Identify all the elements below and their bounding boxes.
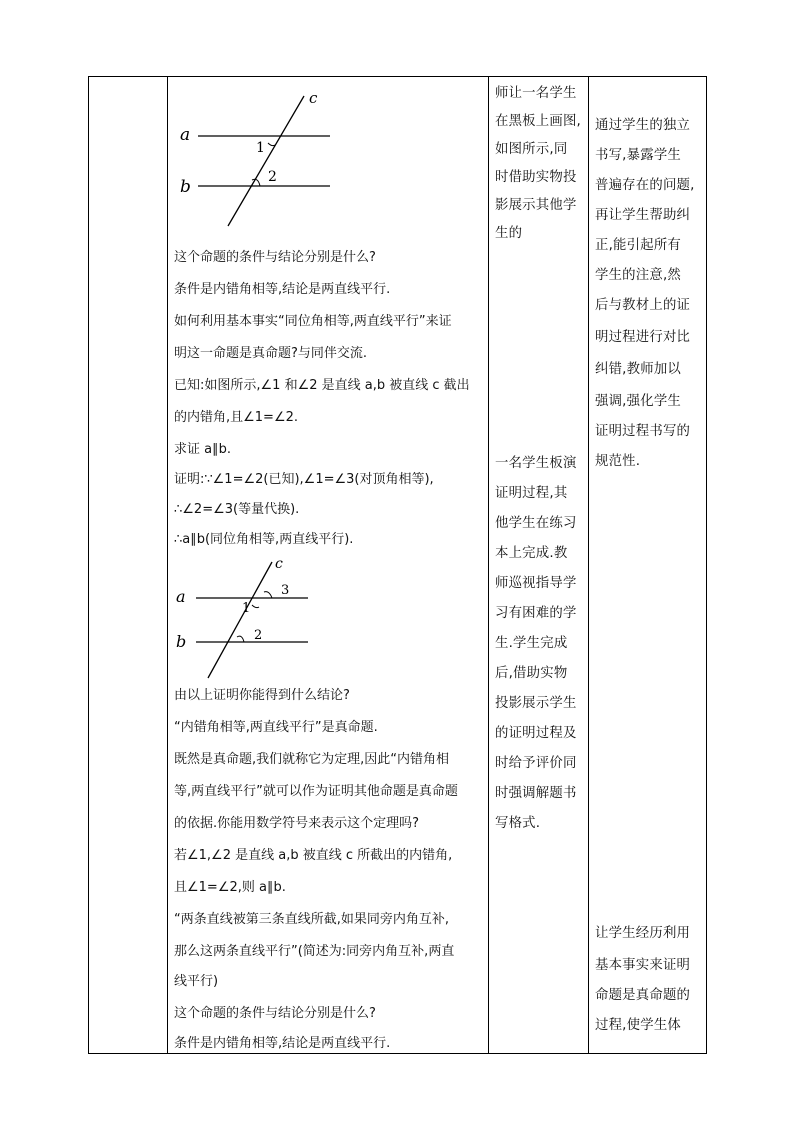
- content-line: 的依据.你能用数学符号来表示这个定理吗?: [174, 816, 420, 831]
- content-line: 且∠1=∠2,则 a∥b.: [174, 880, 286, 895]
- intent-line: 后与教材上的证: [595, 298, 691, 313]
- content-line: 等,两直线平行”就可以作为证明其他命题是真命题: [174, 784, 458, 799]
- teacher-line: 时强调解题书: [495, 786, 577, 801]
- teacher-line: 证明过程,其: [495, 486, 568, 501]
- intent-line: 普遍存在的问题,: [595, 178, 695, 193]
- label-line-a: a: [176, 587, 186, 606]
- intent-line: 明过程进行对比: [595, 330, 691, 345]
- intent-line: 强调,强化学生: [595, 394, 681, 409]
- table-bottom-border: [88, 1053, 707, 1054]
- intent-line: 基本事实来证明: [595, 958, 691, 973]
- intent-line: 书写,暴露学生: [595, 148, 681, 163]
- label-angle-1: 1: [256, 140, 265, 156]
- label-angle-2: 2: [254, 628, 263, 643]
- teacher-line: 在黑板上画图,: [495, 114, 581, 129]
- content-line: 线平行): [174, 974, 219, 989]
- teacher-line: 时借助实物投: [495, 170, 577, 185]
- column-divider-1: [167, 76, 168, 1054]
- teacher-line: 一名学生板演: [495, 456, 577, 471]
- content-line: 证明:∵∠1=∠2(已知),∠1=∠3(对顶角相等),: [174, 472, 434, 487]
- content-line: ∴∠2=∠3(等量代换).: [174, 502, 300, 517]
- label-line-a: a: [180, 125, 191, 145]
- content-line: 已知:如图所示,∠1 和∠2 是直线 a,b 被直线 c 截出: [174, 378, 470, 393]
- teacher-line: 习有困难的学: [495, 606, 577, 621]
- content-line: 这个命题的条件与结论分别是什么?: [174, 250, 376, 265]
- label-angle-2: 2: [268, 169, 277, 185]
- teacher-line: 师让一名学生: [495, 86, 577, 101]
- teacher-line: 本上完成.教: [495, 546, 568, 561]
- figure-parallel-lines-2: [174, 554, 354, 684]
- content-line: 那么这两条直线平行”(简述为:同旁内角互补,两直: [174, 944, 455, 959]
- content-line: 条件是内错角相等,结论是两直线平行.: [174, 282, 391, 297]
- content-line: 条件是内错角相等,结论是两直线平行.: [174, 1036, 391, 1051]
- label-line-c: c: [275, 556, 283, 572]
- intent-line: 通过学生的独立: [595, 118, 691, 133]
- teacher-line: 生的: [495, 226, 523, 241]
- content-line: ∴a∥b(同位角相等,两直线平行).: [174, 532, 354, 547]
- intent-line: 纠错,教师加以: [595, 362, 681, 377]
- teacher-line: 影展示其他学: [495, 198, 577, 213]
- label-angle-1: 1: [242, 601, 251, 616]
- label-angle-3: 3: [281, 583, 290, 598]
- content-line: 由以上证明你能得到什么结论?: [174, 688, 350, 703]
- intent-line: 再让学生帮助纠: [595, 208, 691, 223]
- figure-parallel-lines-1: [174, 86, 354, 234]
- table-left-border: [88, 76, 89, 1054]
- table-top-border: [88, 76, 707, 77]
- content-line: 这个命题的条件与结论分别是什么?: [174, 1006, 376, 1021]
- content-line: 求证 a∥b.: [174, 442, 231, 457]
- content-line: “两条直线被第三条直线所截,如果同旁内角互补,: [174, 912, 449, 927]
- column-divider-2: [488, 76, 489, 1054]
- content-line: 若∠1,∠2 是直线 a,b 被直线 c 所截出的内错角,: [174, 848, 453, 863]
- label-line-c: c: [309, 89, 318, 107]
- content-line: 的内错角,且∠1=∠2.: [174, 410, 299, 425]
- intent-line: 过程,使学生体: [595, 1018, 681, 1033]
- label-line-b: b: [176, 632, 187, 651]
- teacher-line: 师巡视指导学: [495, 576, 577, 591]
- column-divider-3: [588, 76, 589, 1054]
- teacher-line: 后,借助实物: [495, 666, 568, 681]
- teacher-line: 如图所示,同: [495, 142, 568, 157]
- table-right-border: [706, 76, 707, 1054]
- intent-line: 证明过程书写的: [595, 424, 691, 439]
- intent-line: 让学生经历利用: [595, 926, 691, 941]
- teacher-line: 写格式.: [495, 816, 541, 831]
- content-line: 如何利用基本事实“同位角相等,两直线平行”来证: [174, 314, 452, 329]
- content-line: 既然是真命题,我们就称它为定理,因此“内错角相: [174, 752, 449, 767]
- label-line-b: b: [180, 177, 191, 197]
- teacher-line: 投影展示学生: [495, 696, 577, 711]
- intent-line: 规范性.: [595, 454, 641, 469]
- teacher-line: 他学生在练习: [495, 516, 577, 531]
- intent-line: 学生的注意,然: [595, 268, 681, 283]
- content-line: “内错角相等,两直线平行”是真命题.: [174, 720, 378, 735]
- content-line: 明这一命题是真命题?与同伴交流.: [174, 346, 368, 361]
- intent-line: 命题是真命题的: [595, 988, 691, 1003]
- teacher-line: 时给予评价同: [495, 756, 577, 771]
- teacher-line: 生.学生完成: [495, 636, 568, 651]
- teacher-line: 的证明过程及: [495, 726, 577, 741]
- intent-line: 正,能引起所有: [595, 238, 681, 253]
